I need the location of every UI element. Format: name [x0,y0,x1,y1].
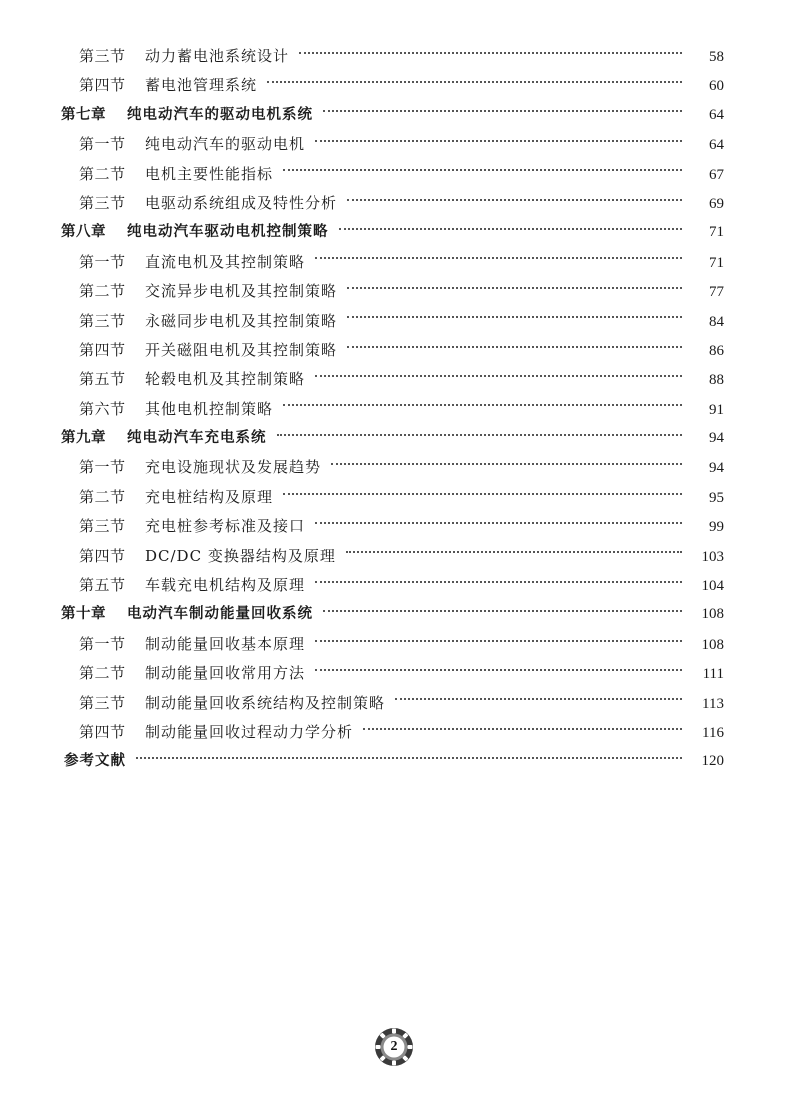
dot-leader [363,728,682,730]
toc-entry-title: 电动汽车制动能量回收系统 [127,606,313,623]
toc-entry-page: 104 [701,578,724,595]
toc-entry-number: 第二节 [79,282,126,301]
toc-entry-number: 第四节 [79,722,126,741]
toc-section-row[interactable] [0,42,790,71]
dot-leader [315,581,682,583]
toc-entry-page: 77 [709,284,724,301]
toc-entry-page: 64 [709,137,724,154]
toc-entry-title: 制动能量回收基本原理 [145,634,306,653]
toc-entry-title: 纯电动汽车的驱动电机系统 [127,106,313,123]
toc-entry-number: 第一节 [79,458,126,477]
toc-entry-number: 第三节 [79,517,126,536]
toc-entry-title: 车载充电机结构及原理 [145,576,306,595]
toc-entry-page: 94 [709,430,724,447]
dot-leader [315,257,682,259]
dot-leader [277,434,683,436]
toc-references-row[interactable] [0,747,790,776]
toc-entry-number: 第五节 [79,576,126,595]
toc-chapter-row[interactable] [0,600,790,629]
toc-entry-page: 71 [709,254,724,271]
toc-entry-title: 纯电动汽车的驱动电机 [145,135,306,154]
dot-leader [315,640,682,642]
toc-entry-number: 第九章 [61,430,106,447]
toc-entry-number: 第四节 [79,76,126,95]
dot-leader [347,316,682,318]
toc-entry-page: 64 [709,106,724,123]
page-number-badge [373,1026,415,1068]
toc-section-row[interactable] [0,571,790,600]
toc-entry-number: 第一节 [79,634,126,653]
toc-entry-page: 88 [709,372,724,389]
toc-entry-number: 第三节 [79,693,126,712]
toc-entry-page: 91 [709,401,724,418]
toc-entry-title: 纯电动汽车驱动电机控制策略 [127,224,329,241]
toc-entry-number: 第三节 [79,193,126,212]
toc-section-row[interactable] [0,71,790,100]
dot-leader [267,81,682,83]
toc-chapter-row[interactable] [0,101,790,130]
toc-entry-number: 第三节 [79,311,126,330]
toc-entry-title: 制动能量回收过程动力学分析 [145,722,354,741]
toc-entry-page: 120 [701,753,724,770]
toc-entry-page: 86 [709,342,724,359]
dot-leader [283,493,682,495]
toc-section-row[interactable] [0,718,790,747]
dot-leader [323,110,682,112]
toc-entry-title: 永磁同步电机及其控制策略 [145,311,338,330]
toc-section-row[interactable] [0,130,790,159]
toc-section-row[interactable] [0,542,790,571]
toc-chapter-row[interactable] [0,218,790,247]
toc-section-row[interactable] [0,248,790,277]
toc-entry-title: 制动能量回收常用方法 [145,664,306,683]
toc-entry-page: 71 [709,224,724,241]
dot-leader [347,199,682,201]
toc-entry-title: 其他电机控制策略 [145,399,274,418]
toc-entry-title: 充电设施现状及发展趋势 [145,458,322,477]
dot-leader [347,287,682,289]
toc-section-row[interactable] [0,659,790,688]
toc-entry-number: 第二节 [79,164,126,183]
toc-entry-title: 交流异步电机及其控制策略 [145,282,338,301]
toc-entry-title: 动力蓄电池系统设计 [145,47,290,65]
toc-entry-title: 参考文献 [64,753,126,770]
page-number: 2 [390,1039,398,1054]
toc-entry-title: 直流电机及其控制策略 [145,252,306,271]
dot-leader [323,610,682,612]
toc-entry-page: 94 [709,460,724,477]
toc-section-row[interactable] [0,336,790,365]
toc-entry-page: 95 [709,489,724,506]
toc-entry-page: 111 [702,666,724,683]
toc-entry-number: 第四节 [79,340,126,359]
toc-entry-title: 蓄电池管理系统 [145,76,258,95]
dot-leader [331,463,682,465]
dot-leader [136,757,682,759]
toc-section-row[interactable] [0,395,790,424]
toc-entry-page: 58 [709,49,724,65]
toc-entry-number: 第三节 [79,47,126,65]
toc-entry-page: 116 [702,724,724,741]
dot-leader [299,52,682,54]
toc-section-row[interactable] [0,689,790,718]
toc-entry-title: 电机主要性能指标 [145,164,274,183]
toc-entry-page: 113 [702,695,724,712]
toc-entry-number: 第四节 [79,546,126,565]
toc-entry-title: 充电桩结构及原理 [145,487,274,506]
toc-entry-title: 纯电动汽车充电系统 [127,430,267,447]
toc-section-row[interactable] [0,189,790,218]
dot-leader [347,346,682,348]
toc-entry-page: 60 [709,78,724,95]
toc-entry-page: 84 [709,313,724,330]
dot-leader [395,698,682,700]
toc-entry-title: 轮毂电机及其控制策略 [145,370,306,389]
dot-leader [315,140,682,142]
toc-entry-page: 69 [709,195,724,212]
toc-section-row[interactable] [0,365,790,394]
table-of-contents [0,42,790,777]
toc-section-row[interactable] [0,277,790,306]
toc-chapter-row[interactable] [0,424,790,453]
dot-leader [283,404,682,406]
toc-entry-number: 第一节 [79,135,126,154]
toc-entry-page: 99 [709,519,724,536]
toc-entry-title: 电驱动系统组成及特性分析 [145,193,338,212]
toc-section-row[interactable] [0,160,790,189]
dot-leader [346,551,682,553]
toc-section-row[interactable] [0,307,790,336]
dot-leader [339,228,683,230]
toc-entry-title: DC/DC 变换器结构及原理 [145,546,336,565]
dot-leader [315,375,682,377]
toc-entry-number: 第一节 [79,252,126,271]
toc-entry-number: 第五节 [79,370,126,389]
toc-entry-number: 第六节 [79,399,126,418]
toc-entry-page: 108 [701,606,724,623]
toc-section-row[interactable] [0,483,790,512]
toc-entry-number: 第二节 [79,487,126,506]
toc-entry-page: 103 [701,548,724,565]
toc-section-row[interactable] [0,453,790,482]
toc-entry-page: 108 [701,636,724,653]
toc-entry-page: 67 [709,166,724,183]
dot-leader [315,669,682,671]
toc-entry-title: 开关磁阻电机及其控制策略 [145,340,338,359]
toc-section-row[interactable] [0,630,790,659]
toc-entry-number: 第八章 [61,224,106,241]
toc-entry-title: 充电桩参考标准及接口 [145,517,306,536]
toc-entry-number: 第十章 [61,606,106,623]
toc-section-row[interactable] [0,512,790,541]
toc-entry-number: 第二节 [79,664,126,683]
dot-leader [315,522,682,524]
dot-leader [283,169,682,171]
toc-entry-number: 第七章 [61,106,106,123]
toc-entry-title: 制动能量回收系统结构及控制策略 [145,693,386,712]
